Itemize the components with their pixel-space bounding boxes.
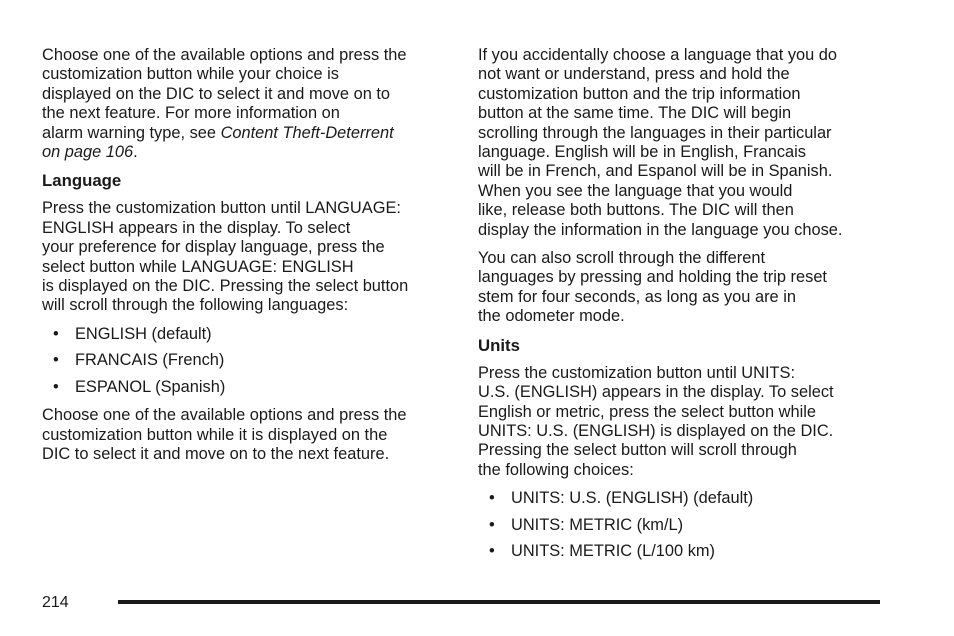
list-item-text: UNITS: U.S. (ENGLISH) (default) — [511, 489, 754, 508]
choose-paragraph — [42, 406, 452, 464]
text-line: Press the customization button until LANGUAGE: — [42, 199, 401, 218]
list-item — [42, 378, 452, 397]
text-line — [42, 124, 452, 143]
text-line: languages by pressing and holding the trip reset — [478, 268, 827, 287]
text-line: not want or understand, press and hold the — [478, 65, 790, 84]
right-column — [478, 46, 888, 571]
text-line: will be in French, and Espanol will be in Spanish. — [478, 162, 833, 181]
text-line: select button while LANGUAGE: ENGLISH — [42, 257, 354, 276]
text-line: stem for four seconds, as long as you are in — [478, 287, 796, 306]
text-line: customization button and the trip information — [478, 84, 801, 103]
list-item-text: UNITS: METRIC (L/100 km) — [511, 542, 715, 561]
bullet-icon: • — [489, 489, 495, 508]
text-fragment: . — [133, 143, 138, 162]
intro-paragraph — [42, 46, 452, 162]
units-paragraph — [478, 364, 888, 480]
text-line: will scroll through the following languages: — [42, 296, 349, 315]
language-paragraph — [42, 199, 452, 315]
list-item — [478, 516, 888, 535]
bullet-icon: • — [489, 542, 495, 561]
bullet-icon: • — [53, 351, 59, 370]
bullet-icon: • — [53, 378, 59, 397]
text-line: Choose one of the available options and press the — [42, 46, 407, 64]
list-item — [42, 325, 452, 344]
list-item — [478, 542, 888, 561]
text-line: English or metric, press the select button while — [478, 402, 816, 421]
page-number: 214 — [42, 594, 69, 611]
text-line: customization button while it is displayed on the — [42, 425, 388, 444]
cross-reference-page: on page 106 — [42, 143, 134, 162]
text-line: DIC to select it and move on to the next feature. — [42, 445, 390, 464]
bullet-icon: • — [53, 324, 59, 343]
text-line: UNITS: U.S. (ENGLISH) is displayed on the DIC. — [478, 421, 834, 440]
cross-reference: Content Theft-Deterrent — [220, 123, 394, 142]
footer-rule — [118, 600, 880, 604]
list-item-text: FRANCAIS (French) — [75, 351, 225, 370]
language-heading: Language — [42, 171, 122, 191]
scroll-paragraph — [478, 249, 888, 327]
text-line: scrolling through the languages in their particular — [478, 123, 832, 142]
text-line: button at the same time. The DIC will begin — [478, 104, 792, 123]
units-heading: Units — [478, 335, 520, 355]
list-item-text: ENGLISH (default) — [75, 324, 212, 343]
text-line: Press the customization button until UNITS: — [478, 363, 796, 382]
text-line: is displayed on the DIC. Pressing the select button — [42, 277, 409, 296]
text-line: ENGLISH appears in the display. To select — [42, 218, 351, 237]
text-line: the next feature. For more information on — [42, 104, 340, 123]
text-line: Pressing the select button will scroll through — [478, 441, 797, 460]
text-line: like, release both buttons. The DIC will then — [478, 201, 794, 220]
text-line: language. English will be in English, Francais — [478, 143, 806, 162]
text-fragment: alarm warning type, see — [42, 123, 221, 142]
list-item-text: ESPANOL (Spanish) — [75, 378, 226, 397]
text-line: the odometer mode. — [478, 307, 625, 326]
text-line: When you see the language that you would — [478, 181, 793, 200]
text-line: your preference for display language, press the — [42, 238, 385, 257]
units-list — [478, 489, 888, 562]
list-item — [478, 489, 888, 508]
list-item — [42, 351, 452, 370]
text-line: customization button while your choice is — [42, 65, 340, 84]
bullet-icon: • — [489, 515, 495, 534]
text-line — [42, 143, 452, 162]
left-column — [42, 46, 452, 474]
accident-paragraph — [478, 46, 888, 240]
text-line: displayed on the DIC to select it and move on to — [42, 84, 391, 103]
language-list — [42, 325, 452, 398]
list-item-text: UNITS: METRIC (km/L) — [511, 515, 684, 534]
text-line: Choose one of the available options and press the — [42, 406, 407, 425]
text-line: You can also scroll through the different — [478, 249, 766, 268]
text-line: If you accidentally choose a language that you do — [478, 46, 838, 64]
text-line: U.S. (ENGLISH) appears in the display. To select — [478, 383, 834, 402]
text-line: display the information in the language you chose. — [478, 220, 843, 239]
text-line: the following choices: — [478, 460, 634, 479]
